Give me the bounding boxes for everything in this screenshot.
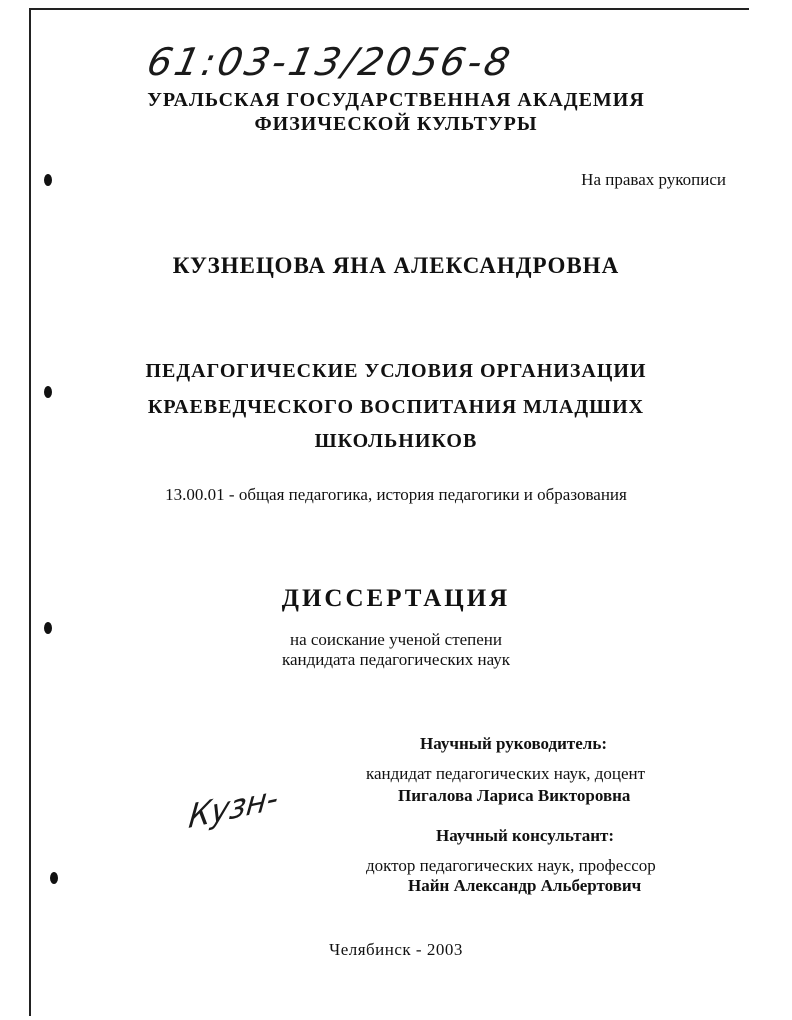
title-line-3: ШКОЛЬНИКОВ xyxy=(314,430,478,452)
supervisor-credentials: кандидат педагогических наук, доцент xyxy=(366,764,646,783)
manuscript-rights: На правах рукописи xyxy=(581,170,726,189)
institution-line-2: ФИЗИЧЕСКОЙ КУЛЬТУРЫ xyxy=(254,113,538,135)
archive-number-handwritten: 61:03-13/2056-8 xyxy=(143,40,517,84)
place-year: Челябинск - 2003 xyxy=(329,940,463,959)
punch-hole-1 xyxy=(44,174,52,186)
consultant-name: Найн Александр Альбертович xyxy=(408,876,642,895)
punch-hole-4 xyxy=(50,872,58,884)
specialty-code: 13.00.01 - общая педагогика, история педагогики и образования xyxy=(165,485,627,504)
degree-line-2: кандидата педагогических наук xyxy=(281,650,511,669)
document-type: ДИССЕРТАЦИЯ xyxy=(281,585,511,612)
consultant-credentials: доктор педагогических наук, профессор xyxy=(366,856,656,875)
supervisor-heading: Научный руководитель: xyxy=(420,734,607,753)
supervisor-name: Пигалова Лариса Викторовна xyxy=(398,786,631,805)
author-name: КУЗНЕЦОВА ЯНА АЛЕКСАНДРОВНА xyxy=(172,253,620,278)
title-line-1: ПЕДАГОГИЧЕСКИЕ УСЛОВИЯ ОРГАНИЗАЦИИ xyxy=(145,360,647,382)
scan-border-top xyxy=(29,8,749,10)
handwritten-signature: Кузн- xyxy=(186,777,281,837)
title-line-2: КРАЕВЕДЧЕСКОГО ВОСПИТАНИЯ МЛАДШИХ xyxy=(147,396,645,418)
consultant-heading: Научный консультант: xyxy=(436,826,615,845)
institution-line-1: УРАЛЬСКАЯ ГОСУДАРСТВЕННАЯ АКАДЕМИЯ xyxy=(147,89,645,111)
scan-border-left xyxy=(29,8,31,1016)
degree-line-1: на соискание ученой степени xyxy=(289,630,503,649)
